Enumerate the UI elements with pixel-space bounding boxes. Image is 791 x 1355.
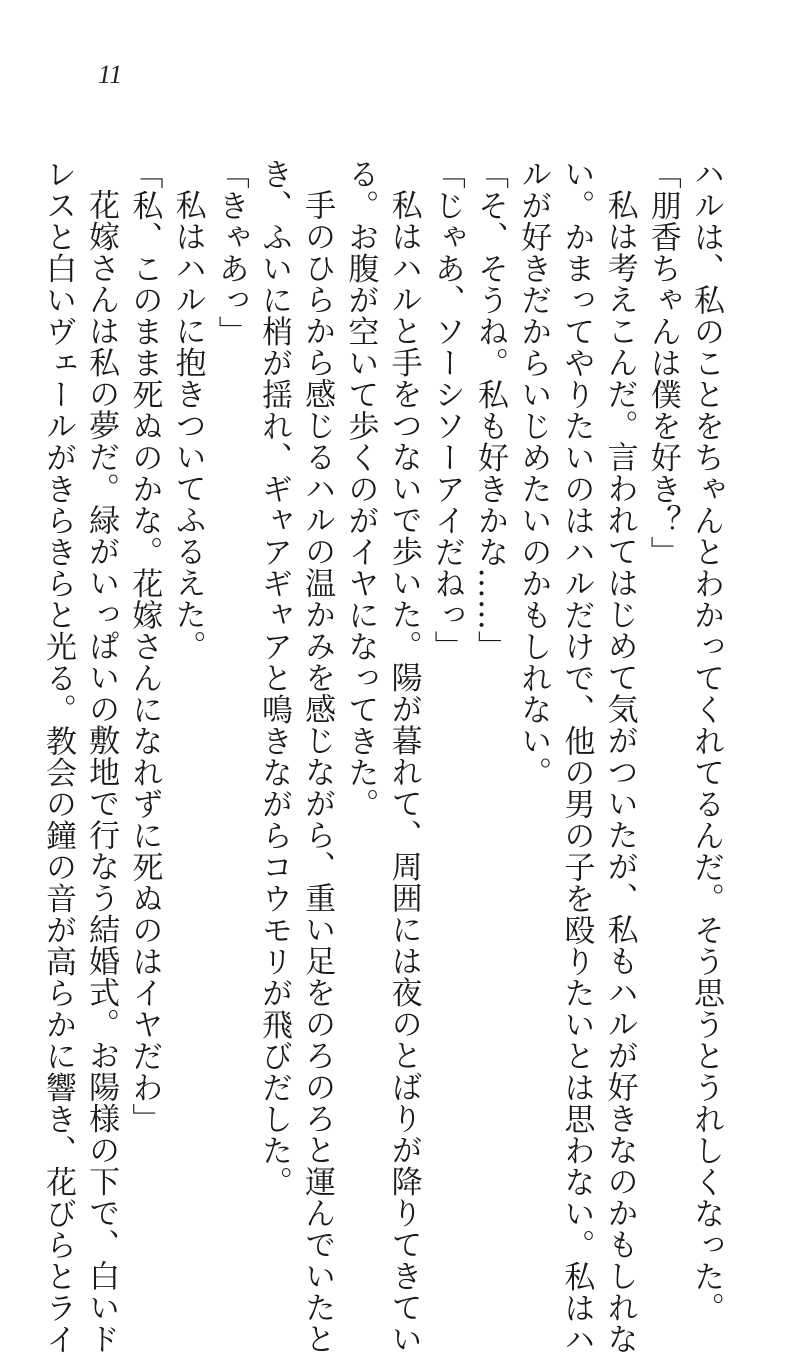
text-line: ルが好きだからいじめたいのかもしれない。 — [515, 158, 552, 788]
text-line: 「きゃあっ」 — [212, 158, 249, 347]
text-line: 手のひらから感じるハルの温かみを感じながら、重い足をのろのろと運んでいたと — [299, 189, 336, 1355]
text-line: 私は考えこんだ。言われてはじめて気がついたが、私もハルが好きなのかもしれな — [601, 189, 638, 1355]
body-text — [39, 158, 727, 1355]
text-line: き、ふいに梢が揺れ、ギャアギャアと鳴きながらコウモリが飛びだした。 — [255, 158, 292, 1198]
text-line: い。かまってやりたいのはハルだけで、他の男の子を殴りたいとは思わない。私はハ — [558, 158, 595, 1355]
text-line: 「私、このまま死ぬのかな。花嫁さんになれずに死ぬのはイヤだわ」 — [126, 158, 163, 1135]
text-line: レスと白いヴェールがきらきらと光る。教会の鐘の音が高らかに響き、花びらとライ — [39, 158, 76, 1355]
text-line: 私はハルに抱きついてふるえた。 — [169, 189, 206, 662]
text-line: 私はハルと手をつないで歩いた。陽が暮れて、周囲には夜のとばりが降りてきてい — [385, 189, 422, 1355]
text-line: 「そ、そうね。私も好きかな……」 — [471, 158, 508, 662]
text-line: 花嫁さんは私の夢だ。緑がいっぱいの敷地で行なう結婚式。お陽様の下で、白いド — [83, 189, 120, 1355]
page-number: 11 — [98, 60, 123, 89]
text-line: ハルは、私のことをちゃんとわかってくれてるんだ。そう思うとうれしくなった。 — [688, 158, 724, 1324]
text-line: る。お腹が空いて歩くのがイヤになってきた。 — [342, 158, 379, 820]
text-line: 「じゃあ、ソーシソーアイだねっ」 — [428, 158, 465, 662]
text-line: 「朋香ちゃんは僕を好き？」 — [644, 158, 681, 568]
